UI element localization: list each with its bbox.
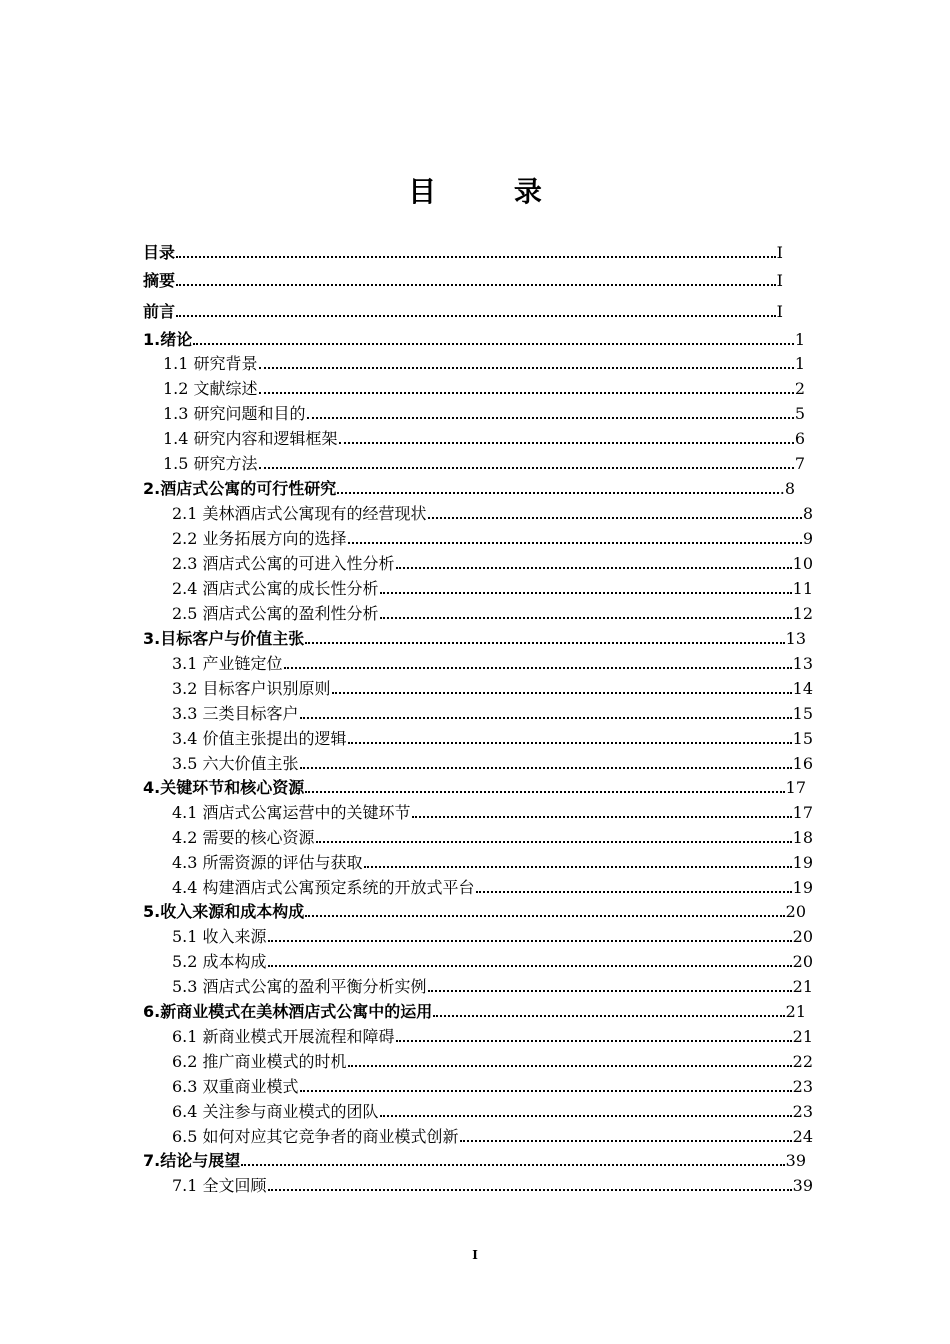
dot-leader	[268, 926, 792, 948]
toc-entry-label: 1.1 研究背景	[163, 354, 258, 373]
toc-section-entry[interactable]	[172, 553, 813, 575]
toc-entry-page: 6	[794, 429, 805, 448]
toc-entry-page: 18	[792, 828, 813, 847]
toc-entry-label: 1.2 文献综述	[163, 379, 258, 398]
toc-entry-label: 3.4 价值主张提出的逻辑	[172, 729, 347, 748]
toc-entry-page: 16	[792, 754, 813, 773]
toc-section-entry[interactable]	[172, 1126, 813, 1148]
toc-chapter-entry[interactable]	[143, 478, 795, 500]
dot-leader	[193, 329, 794, 351]
toc-entry-page: 20	[785, 902, 806, 921]
toc-entry-label: 6.3 双重商业模式	[172, 1077, 299, 1096]
toc-entry-page: I	[776, 243, 783, 262]
toc-entry-page: 21	[785, 1002, 806, 1021]
toc-entry-page: 8	[802, 504, 813, 523]
dot-leader	[259, 353, 794, 375]
dot-leader	[305, 777, 784, 799]
toc-entry-label: 2.4 酒店式公寓的成长性分析	[172, 579, 379, 598]
toc-section-entry[interactable]	[163, 453, 805, 475]
toc-entry-label: 4.3 所需资源的评估与获取	[172, 853, 363, 872]
toc-chapter-entry[interactable]	[143, 901, 806, 923]
toc-section-entry[interactable]	[172, 1026, 813, 1048]
toc-entry-label: 4.4 构建酒店式公寓预定系统的开放式平台	[172, 878, 475, 897]
toc-chapter-entry[interactable]	[143, 329, 805, 351]
dot-leader	[259, 378, 794, 400]
dot-leader	[433, 1001, 784, 1023]
toc-entry-label: 3.1 产业链定位	[172, 654, 283, 673]
toc-entry-label: 前言	[143, 302, 176, 321]
dot-leader	[460, 1126, 792, 1148]
toc-entry-page: 15	[792, 729, 813, 748]
dot-leader	[305, 628, 784, 650]
dot-leader	[284, 653, 792, 675]
dot-leader	[396, 553, 792, 575]
toc-entry-page: 22	[792, 1052, 813, 1071]
toc-entry-page: .8	[779, 479, 795, 498]
dot-leader	[332, 678, 792, 700]
toc-entry-label: 摘要	[143, 271, 176, 290]
toc-chapter-entry[interactable]	[143, 777, 806, 799]
toc-chapter-entry[interactable]	[143, 628, 806, 650]
toc-section-entry[interactable]	[172, 503, 813, 525]
dot-leader	[337, 478, 779, 500]
dot-leader	[364, 852, 792, 874]
toc-entry-page: I	[776, 271, 783, 290]
toc-chapter-entry[interactable]	[143, 1150, 806, 1172]
toc-section-entry[interactable]	[172, 1051, 813, 1073]
dot-leader	[300, 703, 792, 725]
dot-leader	[259, 453, 794, 475]
dot-leader	[176, 242, 776, 264]
toc-entry-page: 23	[792, 1077, 813, 1096]
dot-leader	[300, 1076, 792, 1098]
toc-chapter-entry[interactable]	[143, 301, 783, 323]
toc-section-entry[interactable]	[172, 852, 813, 874]
toc-section-entry[interactable]	[172, 653, 813, 675]
toc-section-entry[interactable]	[163, 378, 805, 400]
toc-entry-label: 6.2 推广商业模式的时机	[172, 1052, 347, 1071]
dot-leader	[307, 403, 794, 425]
toc-entry-label: 3.2 目标客户识别原则	[172, 679, 331, 698]
toc-chapter-entry[interactable]	[143, 242, 783, 264]
dot-leader	[176, 270, 776, 292]
toc-section-entry[interactable]	[163, 353, 805, 375]
dot-leader	[268, 1175, 792, 1197]
dot-leader	[476, 877, 792, 899]
toc-entry-label: 6.新商业模式在美林酒店式公寓中的运用	[143, 1002, 433, 1021]
toc-entry-page: 7	[794, 454, 805, 473]
toc-entry-label: 7.1 全文回顾	[172, 1176, 267, 1195]
toc-section-entry[interactable]	[172, 678, 813, 700]
toc-entry-page: 24	[792, 1127, 813, 1146]
dot-leader	[176, 301, 776, 323]
dot-leader	[428, 503, 802, 525]
toc-entry-page: 13	[785, 629, 806, 648]
toc-section-entry[interactable]	[172, 926, 813, 948]
toc-entry-page: 21	[792, 1027, 813, 1046]
toc-entry-label: 4.2 需要的核心资源	[172, 828, 315, 847]
toc-entry-page: 39	[785, 1151, 806, 1170]
dot-leader	[380, 1101, 792, 1123]
toc-entry-page: 2	[794, 379, 805, 398]
toc-entry-label: 6.4 关注参与商业模式的团队	[172, 1102, 379, 1121]
toc-section-entry[interactable]	[163, 403, 805, 425]
toc-entry-page: 19	[792, 853, 813, 872]
toc-section-entry[interactable]	[163, 428, 805, 450]
toc-entry-label: 2.1 美林酒店式公寓现有的经营现状	[172, 504, 427, 523]
toc-entry-page: 20	[792, 952, 813, 971]
dot-leader	[348, 728, 792, 750]
toc-entry-label: 1.3 研究问题和目的	[163, 404, 306, 423]
toc-entry-label: 3.3 三类目标客户	[172, 704, 299, 723]
toc-entry-label: 1.4 研究内容和逻辑框架	[163, 429, 338, 448]
dot-leader	[300, 753, 792, 775]
toc-entry-page: 39	[792, 1176, 813, 1195]
toc-chapter-entry[interactable]	[143, 270, 783, 292]
toc-section-entry[interactable]	[172, 877, 813, 899]
toc-entry-label: 1.绪论	[143, 330, 193, 349]
toc-section-entry[interactable]	[172, 1175, 813, 1197]
dot-leader	[412, 802, 792, 824]
toc-entry-label: 2.5 酒店式公寓的盈利性分析	[172, 604, 379, 623]
toc-entry-page: 9	[802, 529, 813, 548]
toc-entry-label: 7.结论与展望	[143, 1151, 241, 1170]
toc-entry-page: 11	[792, 579, 813, 598]
toc-entry-page: 20	[792, 927, 813, 946]
page-number: I	[472, 1248, 478, 1262]
toc-entry-page: 21	[792, 977, 813, 996]
dot-leader	[316, 827, 792, 849]
toc-title: 目 录	[408, 175, 576, 208]
toc-entry-label: 5.2 成本构成	[172, 952, 267, 971]
toc-entry-label: 5.3 酒店式公寓的盈利平衡分析实例	[172, 977, 427, 996]
dot-leader	[428, 976, 792, 998]
toc-entry-page: 17	[792, 803, 813, 822]
dot-leader	[348, 528, 802, 550]
dot-leader	[268, 951, 792, 973]
toc-entry-page: 5	[794, 404, 805, 423]
toc-section-entry[interactable]	[172, 578, 813, 600]
toc-entry-label: 1.5 研究方法	[163, 454, 258, 473]
toc-entry-page: 14	[792, 679, 813, 698]
toc-section-entry[interactable]	[172, 703, 813, 725]
dot-leader	[380, 603, 792, 625]
toc-entry-page: 1	[794, 354, 805, 373]
toc-section-entry[interactable]	[172, 603, 813, 625]
toc-section-entry[interactable]	[172, 1101, 813, 1123]
toc-entry-label: 2.2 业务拓展方向的选择	[172, 529, 347, 548]
toc-entry-page: 13	[792, 654, 813, 673]
dot-leader	[305, 901, 784, 923]
toc-section-entry[interactable]	[172, 827, 813, 849]
toc-entry-label: 2.酒店式公寓的可行性研究	[143, 479, 337, 498]
toc-section-entry[interactable]	[172, 528, 813, 550]
toc-entry-label: 6.5 如何对应其它竞争者的商业模式创新	[172, 1127, 459, 1146]
toc-entry-label: 4.关键环节和核心资源	[143, 778, 305, 797]
dot-leader	[241, 1150, 784, 1172]
toc-section-entry[interactable]	[172, 802, 813, 824]
toc-entry-label: 5.收入来源和成本构成	[143, 902, 305, 921]
toc-chapter-entry[interactable]	[143, 1001, 806, 1023]
dot-leader	[396, 1026, 792, 1048]
toc-section-entry[interactable]	[172, 753, 813, 775]
toc-entry-label: 4.1 酒店式公寓运营中的关键环节	[172, 803, 411, 822]
toc-entry-page: 10	[792, 554, 813, 573]
toc-entry-page: 19	[792, 878, 813, 897]
dot-leader	[339, 428, 794, 450]
toc-entry-label: 6.1 新商业模式开展流程和障碍	[172, 1027, 395, 1046]
toc-section-entry[interactable]	[172, 976, 813, 998]
toc-entry-label: 2.3 酒店式公寓的可进入性分析	[172, 554, 395, 573]
toc-entry-page: 17	[785, 778, 806, 797]
toc-section-entry[interactable]	[172, 728, 813, 750]
toc-entry-label: 3.5 六大价值主张	[172, 754, 299, 773]
dot-leader	[348, 1051, 792, 1073]
toc-entry-label: 目录	[143, 243, 176, 262]
toc-section-entry[interactable]	[172, 1076, 813, 1098]
dot-leader	[380, 578, 792, 600]
toc-entry-page: 12	[792, 604, 813, 623]
toc-entry-page: I	[776, 302, 783, 321]
toc-section-entry[interactable]	[172, 951, 813, 973]
toc-entry-page: 23	[792, 1102, 813, 1121]
toc-entry-label: 5.1 收入来源	[172, 927, 267, 946]
toc-entry-label: 3.目标客户与价值主张	[143, 629, 305, 648]
toc-entry-page: 1	[794, 330, 805, 349]
toc-entry-page: 15	[792, 704, 813, 723]
